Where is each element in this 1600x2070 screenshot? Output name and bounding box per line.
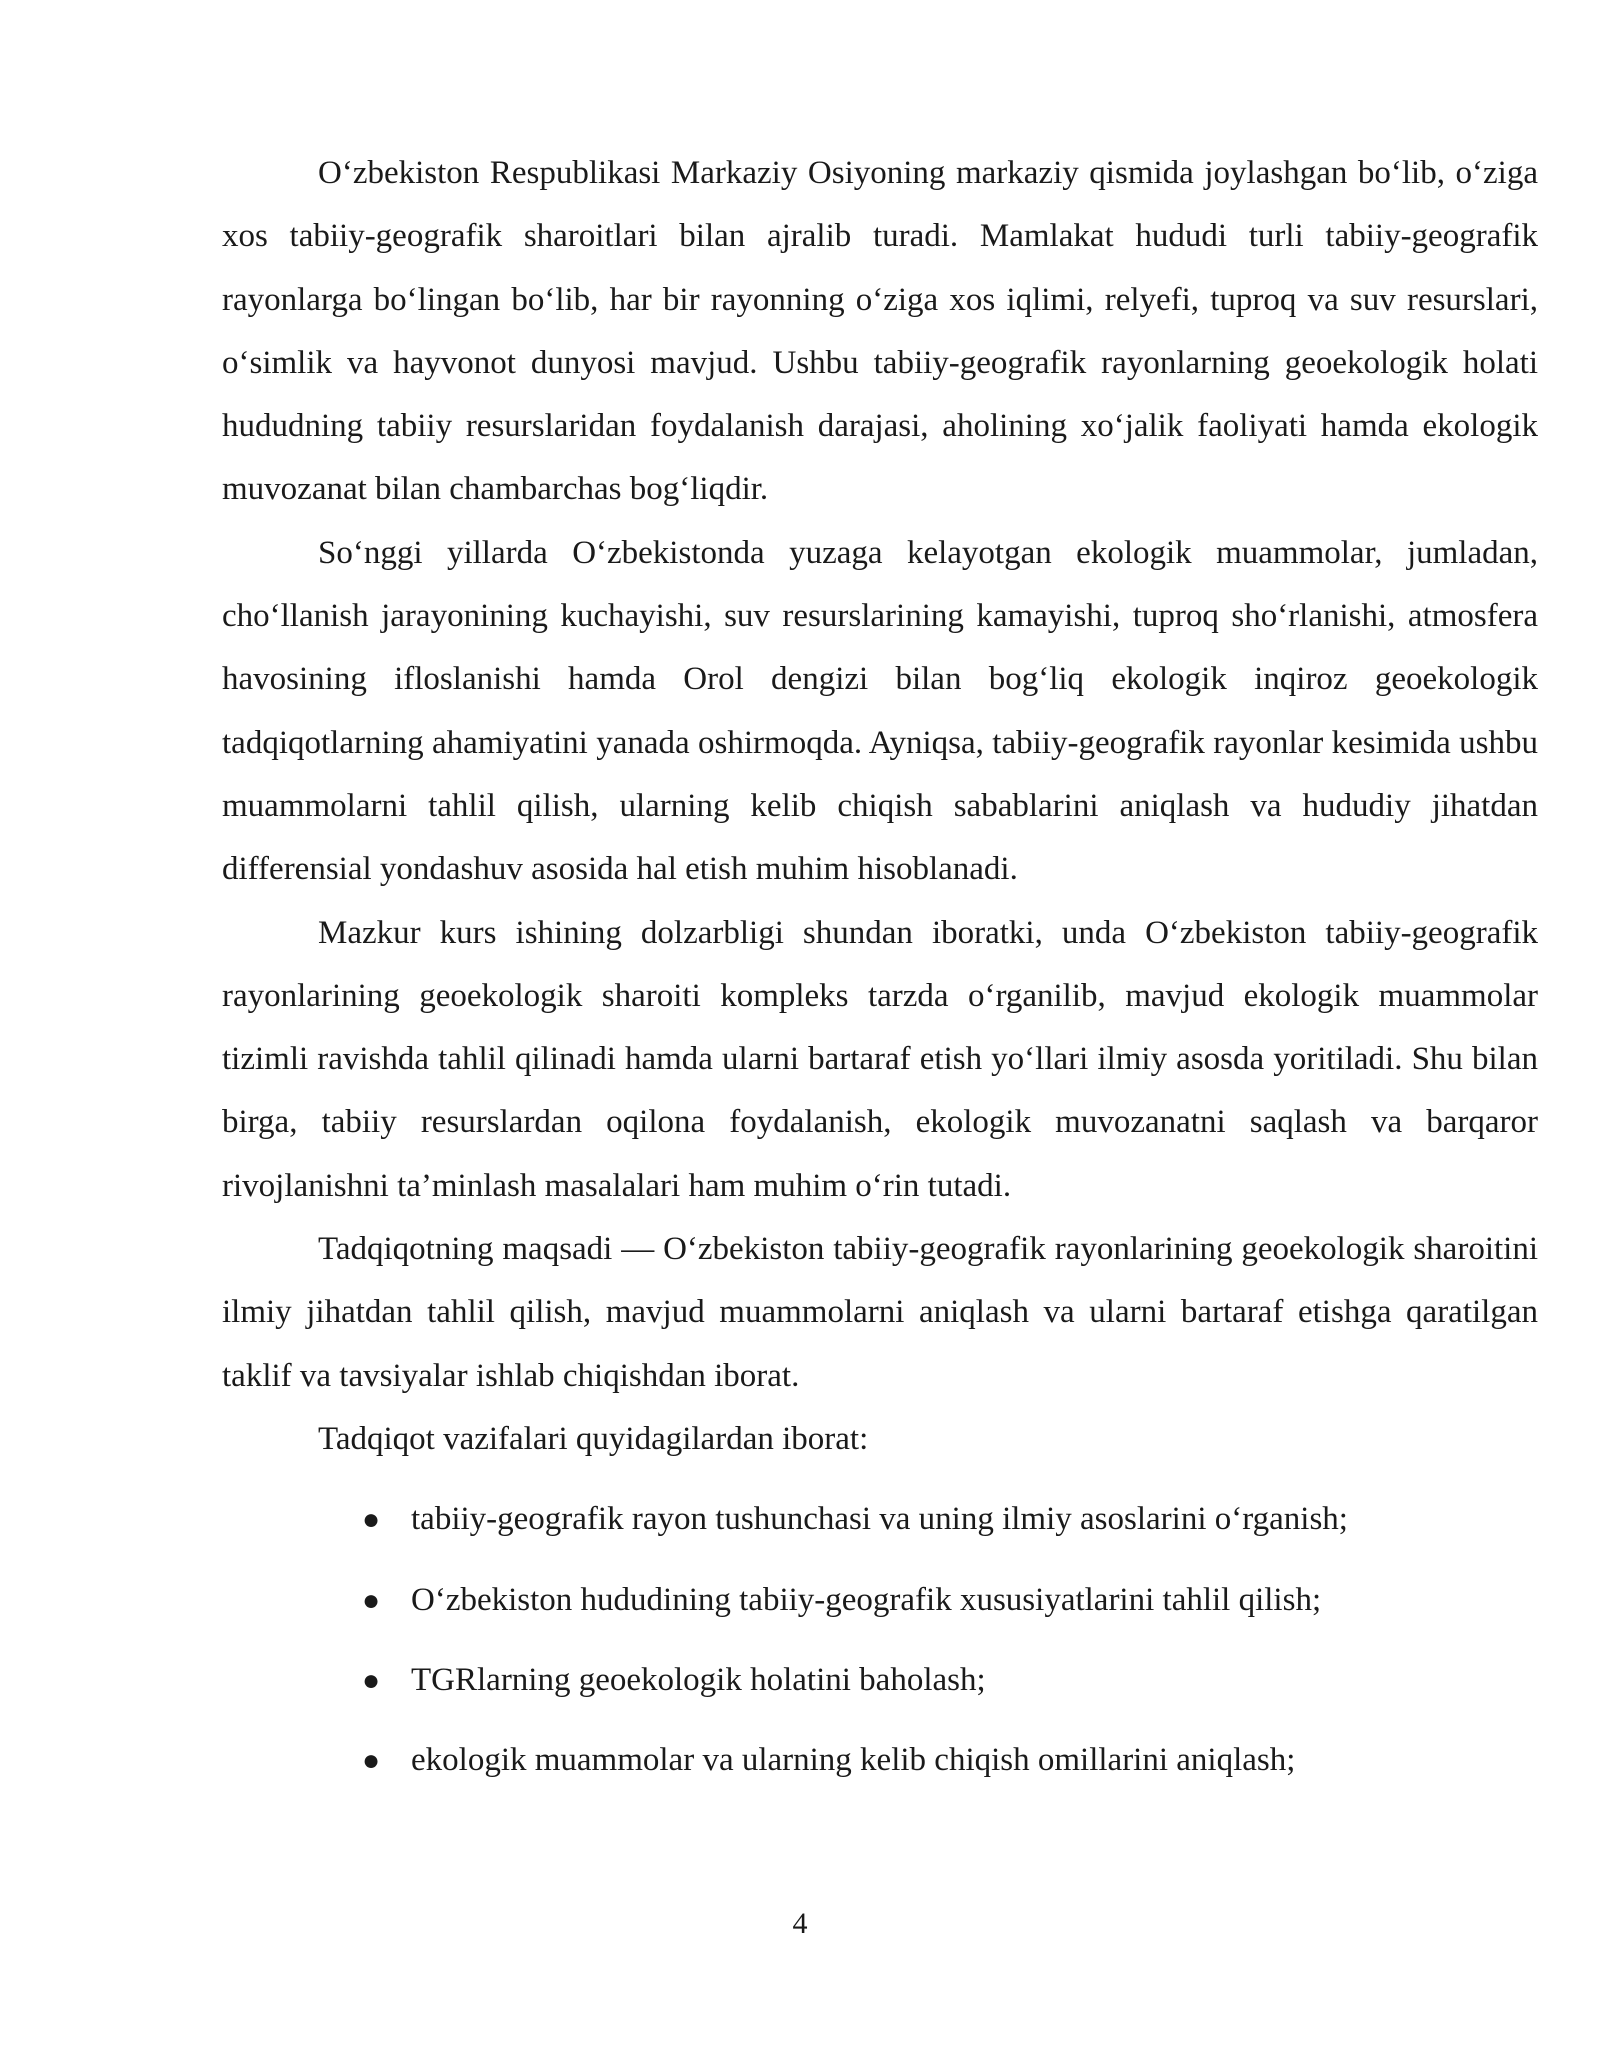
- paragraph-relevance: Mazkur kurs ishining dolzarbligi shundan iboratki, unda O‘zbekiston tabiiy-geografik rayonlarining geoekologik sharoiti kompleks tarzda o‘rganilib, mavjud ekologik muammolar tizimli ravishda tahlil qilinadi hamda ularni bartaraf etish yo‘llari ilmiy asosda yoritiladi. Shu bilan birga, tabiiy resurslardan oqilona foydalanish, ekologik muvozanatni saqlash va barqaror rivojlanishni ta’minlash masalalari ham muhim o‘rin tutadi.: [222, 914, 1538, 1204]
- list-item-text: ekologik muammolar va ularning kelib chiqish omillarini aniqlash;: [411, 1742, 1296, 1779]
- bullet-icon: ●: [362, 1503, 381, 1537]
- paragraph-ecological-problems: So‘nggi yillarda O‘zbekistonda yuzaga kelayotgan ekologik muammolar, jumladan, cho‘llanish jarayonining kuchayishi, suv resurslarining kamayishi, tuproq sho‘rlanishi, atmosfera havosining ifloslanishi hamda Orol dengizi bilan bog‘liq ekologik inqiroz geoekologik tadqiqotlarning ahamiyatini yanada oshirmoqda. Ayniqsa, tabiiy-geografik rayonlar kesimida ushbu muammolarni tahlil qilish, ularning kelib chiqish sabablarini aniqlash va hududiy jihatdan differensial yondashuv asosida hal etish muhim hisoblanadi.: [222, 534, 1538, 888]
- list-item: [222, 1649, 1538, 1712]
- list-item: [222, 1729, 1538, 1792]
- list-item-text: tabiiy-geografik rayon tushunchasi va uning ilmiy asoslarini o‘rganish;: [411, 1501, 1348, 1538]
- list-item-text: TGRlarning geoekologik holatini baholash;: [411, 1661, 986, 1698]
- list-item: [222, 1569, 1538, 1632]
- bullet-icon: ●: [362, 1744, 381, 1778]
- paragraph-research-goal: Tadqiqotning maqsadi — O‘zbekiston tabiiy-geografik rayonlarining geoekologik sharoitini ilmiy jihatdan tahlil qilish, mavjud muammolarni aniqlash va ularni bartaraf etishga qaratilgan taklif va tavsiyalar ishlab chiqishdan iborat.: [222, 1231, 1538, 1394]
- bullet-icon: ●: [362, 1663, 381, 1697]
- document-body: [222, 142, 1538, 1792]
- list-item-text: O‘zbekiston hududining tabiiy-geografik xususiyatlarini tahlil qilish;: [411, 1581, 1322, 1618]
- paragraph-introduction: O‘zbekiston Respublikasi Markaziy Osiyoning markaziy qismida joylashgan bo‘lib, o‘ziga xos tabiiy-geografik sharoitlari bilan ajralib turadi. Mamlakat hududi turli tabiiy-geografik rayonlarga bo‘lingan bo‘lib, har bir rayonning o‘ziga xos iqlimi, relyefi, tuproq va suv resurslari, o‘simlik va hayvonot dunyosi mavjud. Ushbu tabiiy-geografik rayonlarning geoekologik holati hududning tabiiy resurslaridan foydalanish darajasi, aholining xo‘jalik faoliyati hamda ekologik muvozanat bilan chambarchas bog‘liqdir.: [222, 155, 1538, 508]
- task-list: [222, 1488, 1538, 1792]
- page-number: 4: [792, 1907, 808, 1940]
- bullet-icon: ●: [362, 1583, 381, 1617]
- tasks-intro: Tadqiqot vazifalari quyidagilardan iborat:: [318, 1420, 869, 1457]
- list-item: [222, 1488, 1538, 1551]
